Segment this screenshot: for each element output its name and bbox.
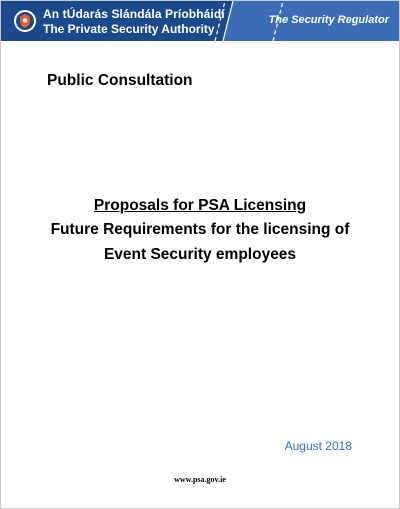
document-type: Public Consultation <box>47 72 193 89</box>
document-subtitle-line-2: Event Security employees <box>103 246 297 263</box>
org-name-english: The Private Security Authority <box>43 22 215 36</box>
document-subtitle-line-1: Future Requirements for the licensing of <box>50 221 350 238</box>
title-block <box>0 196 400 266</box>
tagline: The Security Regulator <box>268 14 389 26</box>
psa-shield-logo-icon <box>14 9 36 33</box>
org-name-irish: An tÚdarás Slándála Príobháidí <box>43 7 225 21</box>
website-footer: www.psa.gov.ie <box>174 475 226 484</box>
header-banner <box>1 1 399 41</box>
document-date: August 2018 <box>284 439 352 453</box>
document-title: Proposals for PSA Licensing <box>93 197 307 214</box>
